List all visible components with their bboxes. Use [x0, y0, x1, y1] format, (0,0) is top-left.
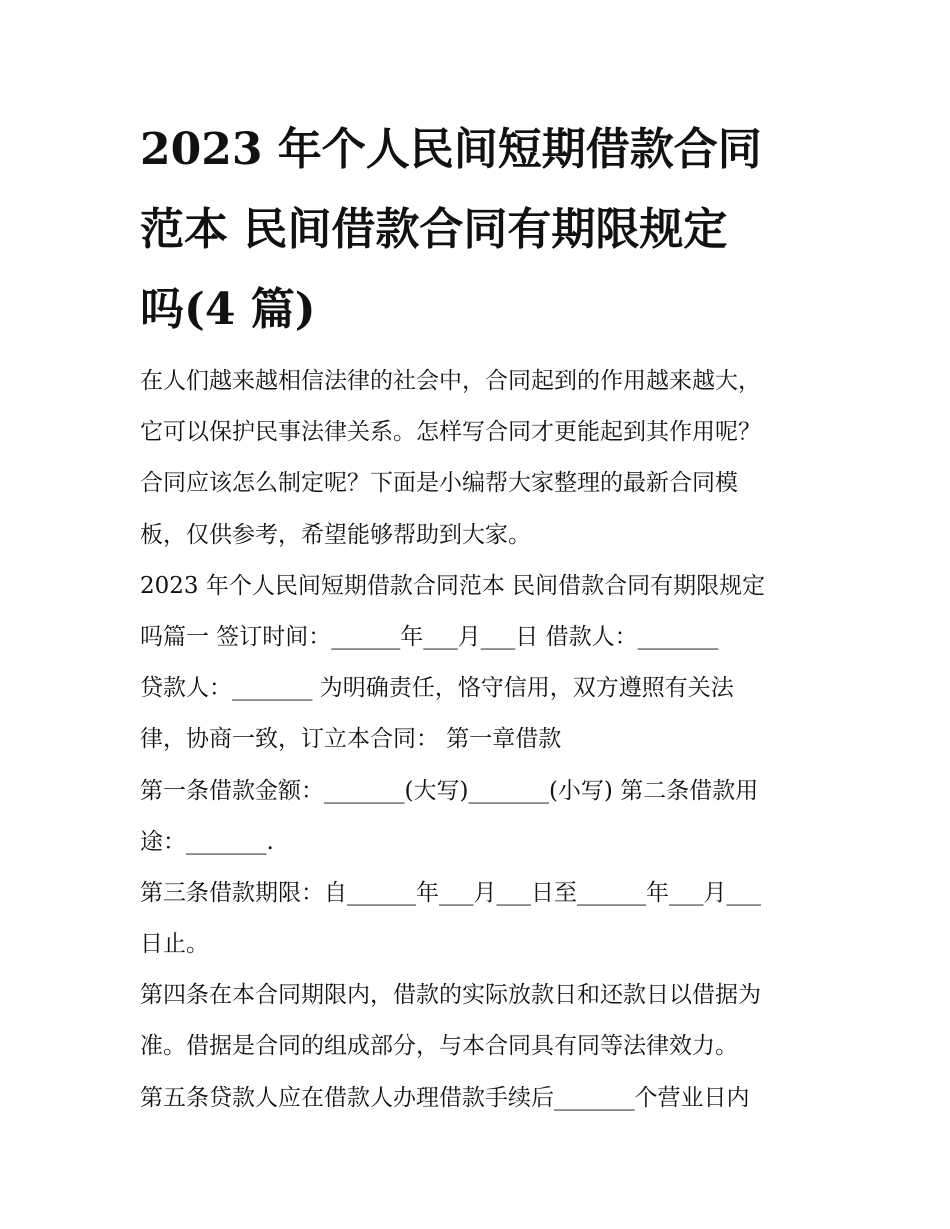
title-line-2: 范本 民间借款合同有期限规定 [140, 204, 728, 255]
body-line: 第五条贷款人应在借款人办理借款手续后_______个营业日内 [140, 1084, 750, 1111]
title-line-1: 2023 年个人民间短期借款合同 [140, 124, 762, 175]
body-line: 第三条借款期限：自______年___月___日至______年___月___ [140, 879, 761, 906]
body-line: 律，协商一致，订立本合同： 第一章借款 [140, 726, 562, 753]
body-line: 吗篇一 签订时间：______年___月___日 借款人：_______ [140, 623, 719, 650]
body-line: 贷款人：_______ 为明确责任，恪守信用，双方遵照有关法 [140, 675, 734, 702]
document-title [140, 110, 820, 350]
body-line: 板，仅供参考，希望能够帮助到大家。 [140, 521, 531, 548]
body-line: 第四条在本合同期限内，借款的实际放款日和还款日以借据为 [140, 982, 761, 1009]
body-line: 日止。 [140, 931, 209, 958]
body-line: 第一条借款金额：_______(大写)_______(小写) 第二条借款用 [140, 777, 759, 804]
document-body [140, 356, 830, 1124]
body-line: 它可以保护民事法律关系。怎样写合同才更能起到其作用呢？ [140, 419, 761, 446]
body-line: 2023 年个人民间短期借款合同范本 民间借款合同有期限规定 [140, 572, 766, 599]
body-line: 途：_______. [140, 828, 274, 855]
body-line: 准。借据是合同的组成部分，与本合同具有同等法律效力。 [140, 1033, 738, 1060]
body-line: 合同应该怎么制定呢？下面是小编帮大家整理的最新合同模 [140, 470, 738, 497]
title-line-3: 吗(4 篇) [140, 284, 316, 335]
body-line: 在人们越来越相信法律的社会中，合同起到的作用越来越大， [140, 368, 761, 394]
